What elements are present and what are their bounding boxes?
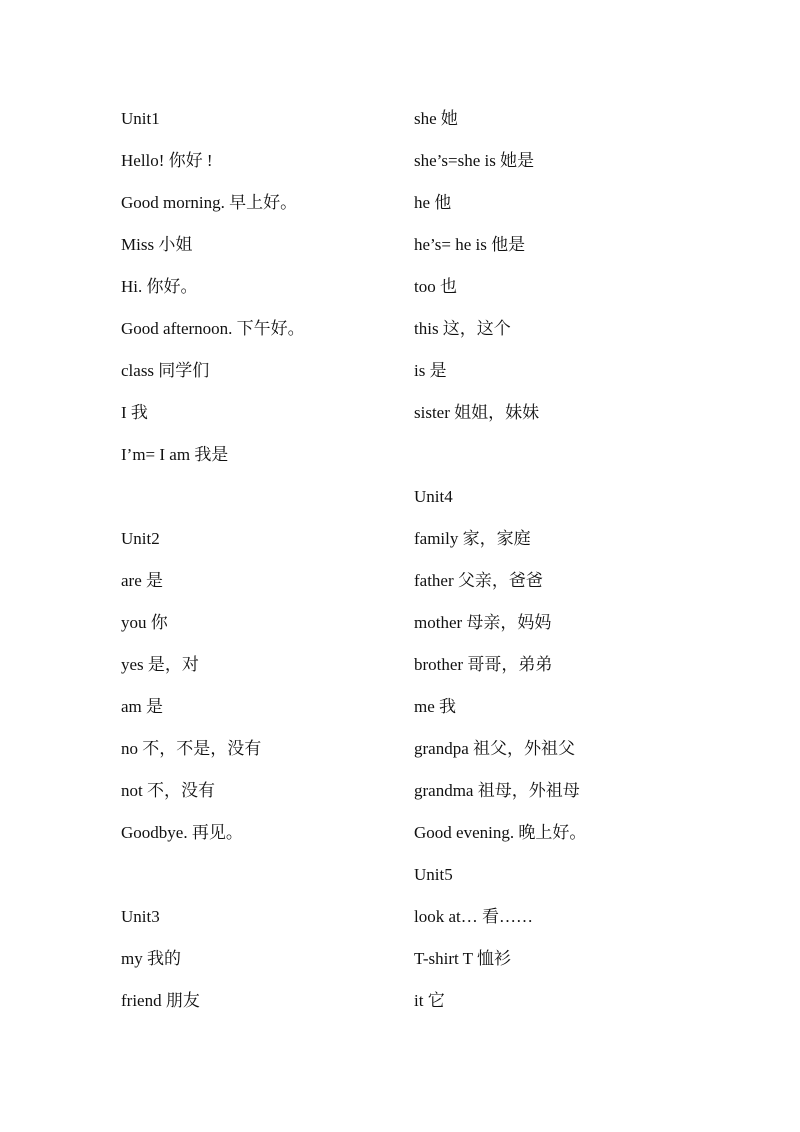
unit4-heading: Unit4 bbox=[414, 487, 453, 506]
vocab-entry: am 是 bbox=[121, 697, 164, 716]
vocab-entry: Goodbye. 再见。 bbox=[121, 823, 243, 842]
unit1-heading: Unit1 bbox=[121, 109, 160, 128]
spacer bbox=[121, 476, 391, 518]
vocab-entry: Hi. 你好。 bbox=[121, 277, 198, 296]
vocab-entry: look at… 看…… bbox=[414, 907, 533, 926]
vocab-entry: Good morning. 早上好。 bbox=[121, 193, 298, 212]
vocab-entry: you 你 bbox=[121, 613, 168, 632]
vocab-entry: grandpa 祖父，外祖父 bbox=[414, 739, 576, 758]
vocab-entry: yes 是，对 bbox=[121, 655, 199, 674]
vocab-entry: friend 朋友 bbox=[121, 991, 200, 1010]
vocab-entry: too 也 bbox=[414, 277, 457, 296]
vocab-entry: he 他 bbox=[414, 193, 452, 212]
vocab-entry: T-shirt T 恤衫 bbox=[414, 949, 511, 968]
left-column bbox=[121, 98, 391, 1022]
vocab-entry: father 父亲，爸爸 bbox=[414, 571, 543, 590]
vocab-entry: he’s= he is 他是 bbox=[414, 235, 526, 254]
vocab-entry: she’s=she is 她是 bbox=[414, 151, 535, 170]
spacer bbox=[121, 854, 391, 896]
vocab-entry: not 不，没有 bbox=[121, 781, 215, 800]
vocab-entry: this 这，这个 bbox=[414, 319, 511, 338]
unit3-heading: Unit3 bbox=[121, 907, 160, 926]
vocab-entry: Miss 小姐 bbox=[121, 235, 193, 254]
vocab-entry: me 我 bbox=[414, 697, 457, 716]
vocab-entry: grandma 祖母，外祖母 bbox=[414, 781, 580, 800]
vocab-entry: family 家，家庭 bbox=[414, 529, 531, 548]
vocab-entry: Hello! 你好 ! bbox=[121, 151, 213, 170]
vocab-entry: is 是 bbox=[414, 361, 447, 380]
vocab-entry: brother 哥哥，弟弟 bbox=[414, 655, 553, 674]
vocab-entry: my 我的 bbox=[121, 949, 181, 968]
unit2-heading: Unit2 bbox=[121, 529, 160, 548]
right-column bbox=[414, 98, 684, 1022]
vocab-entry: are 是 bbox=[121, 571, 164, 590]
vocab-entry: I’m= I am 我是 bbox=[121, 445, 229, 464]
vocab-entry: Good afternoon. 下午好。 bbox=[121, 319, 305, 338]
vocab-entry: class 同学们 bbox=[121, 361, 210, 380]
vocab-entry: Good evening. 晚上好。 bbox=[414, 823, 587, 842]
vocab-entry: I 我 bbox=[121, 403, 148, 422]
vocab-entry: mother 母亲，妈妈 bbox=[414, 613, 552, 632]
vocab-entry: sister 姐姐，妹妹 bbox=[414, 403, 540, 422]
unit5-heading: Unit5 bbox=[414, 865, 453, 884]
spacer bbox=[414, 434, 684, 476]
vocab-entry: no 不，不是，没有 bbox=[121, 739, 262, 758]
vocab-entry: it 它 bbox=[414, 991, 445, 1010]
vocab-entry: she 她 bbox=[414, 109, 458, 128]
